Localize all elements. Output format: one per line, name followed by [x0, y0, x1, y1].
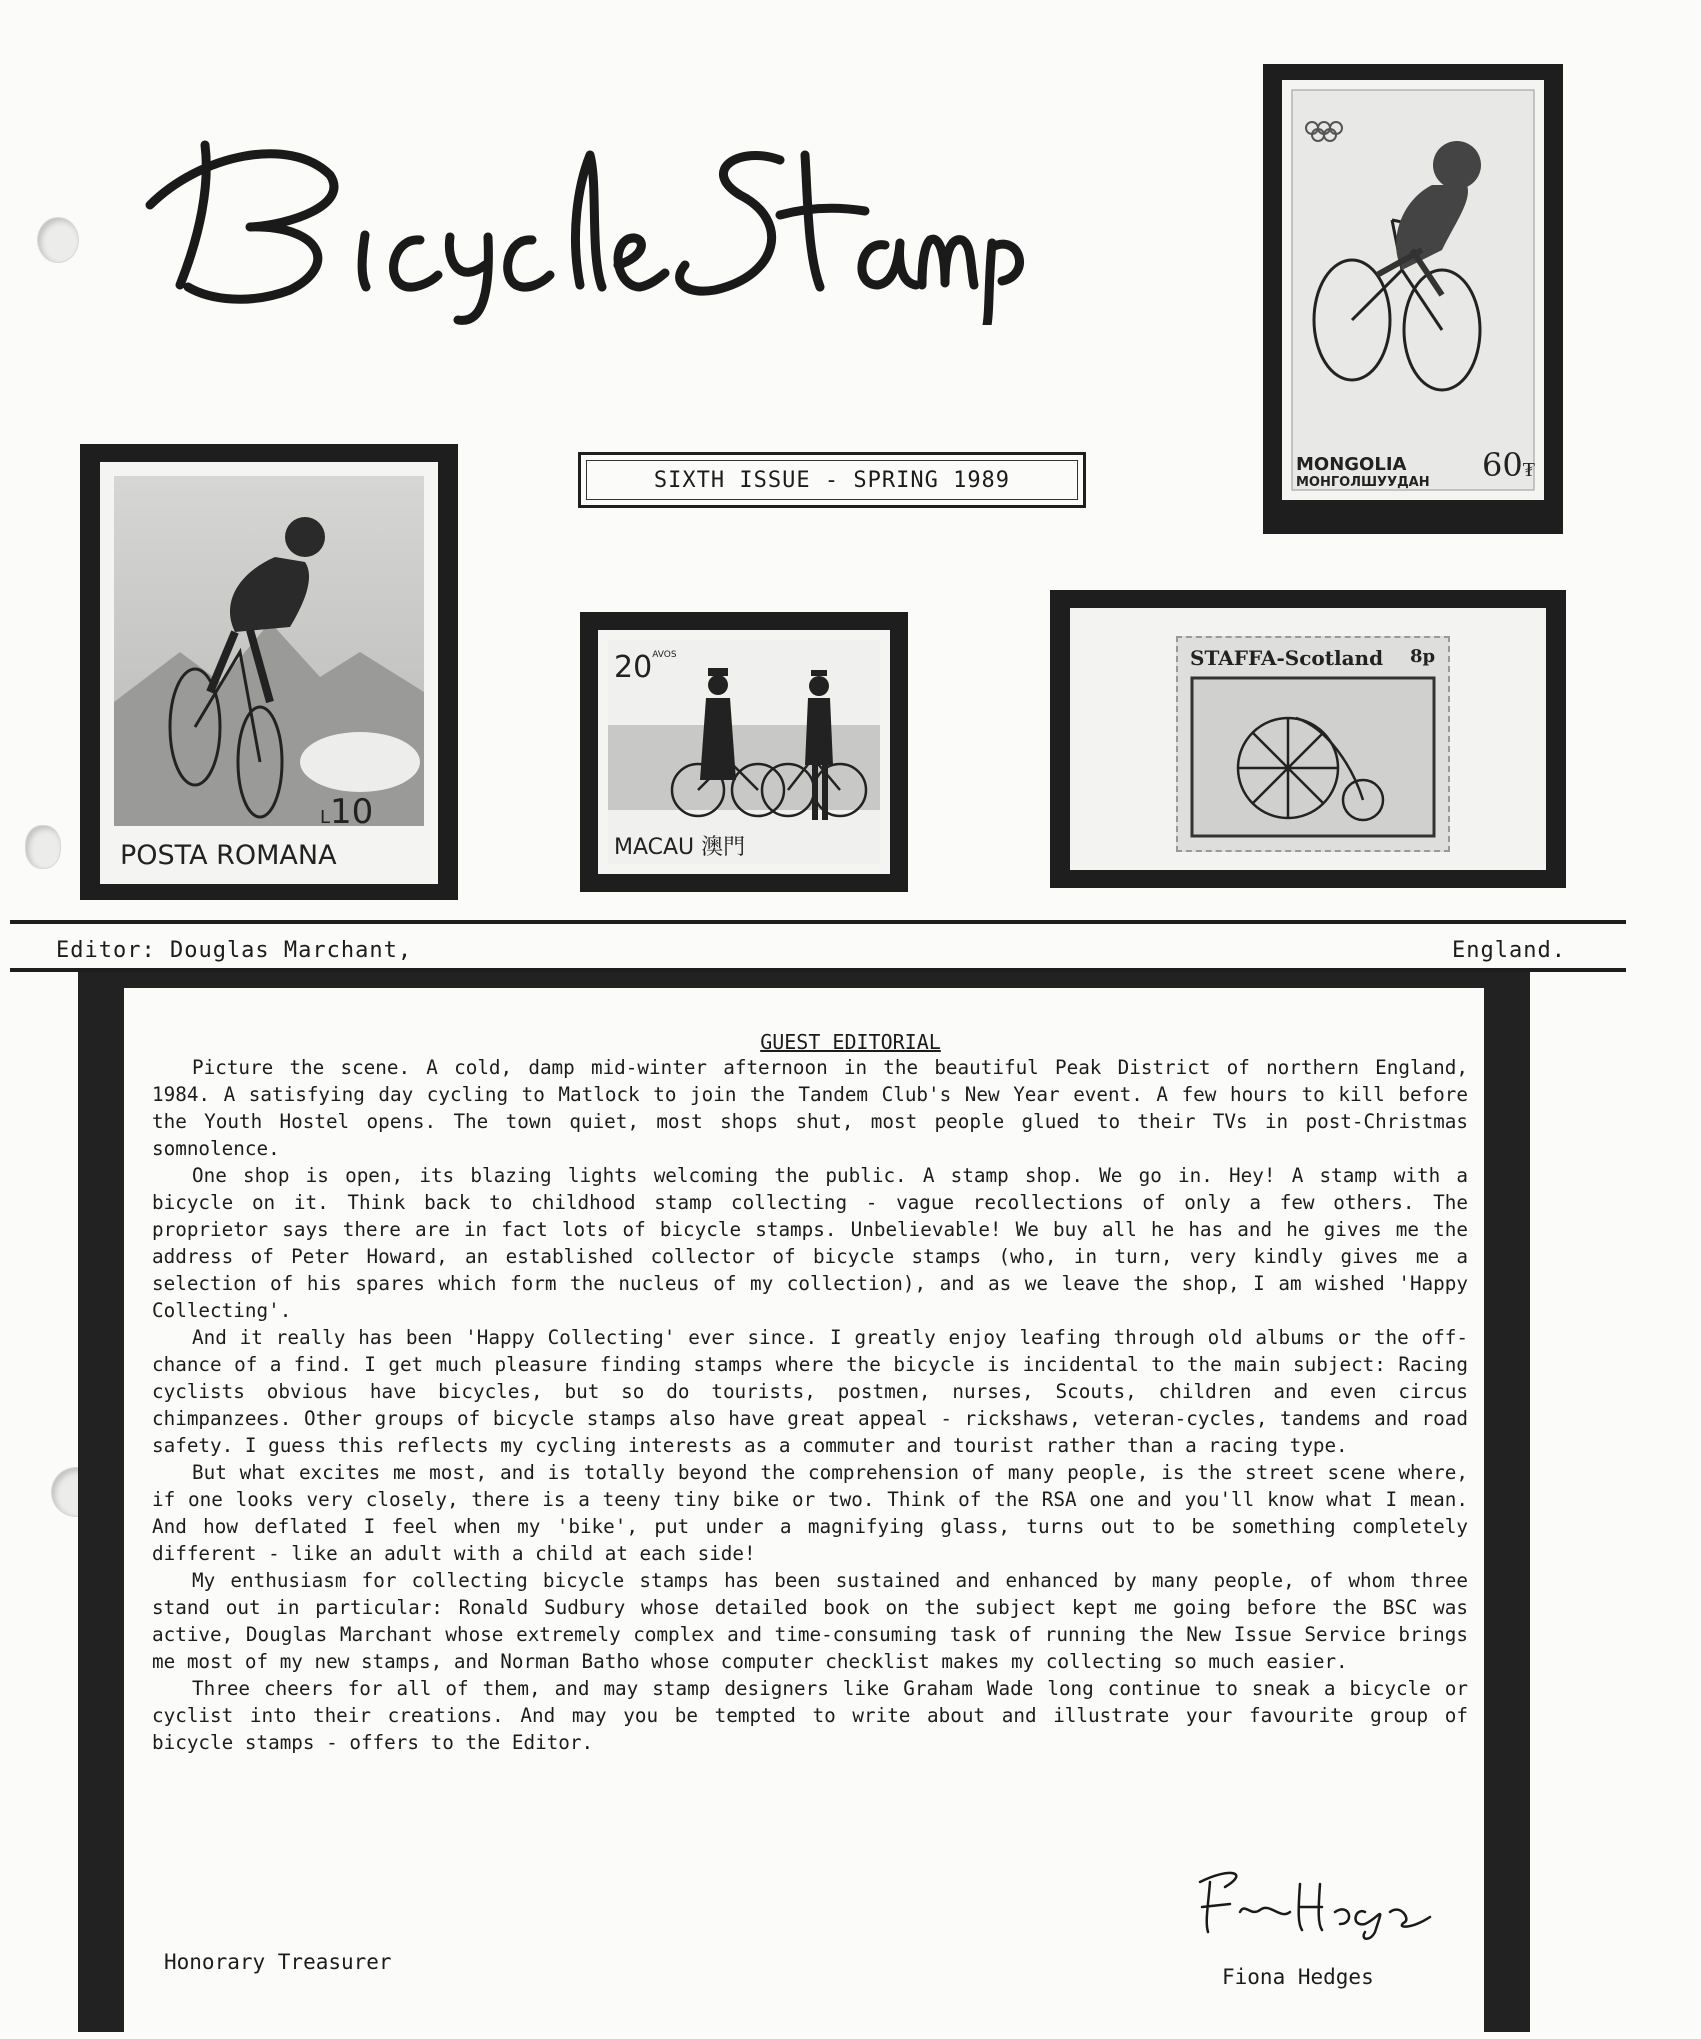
editorial-title: GUEST EDITORIAL	[760, 1030, 941, 1054]
stamp-mongolia-country-native: МОНГОЛШУУДАН	[1296, 475, 1430, 490]
stamp-staffa-country: STAFFA-Scotland	[1190, 646, 1384, 670]
editorial-paragraph: Three cheers for all of them, and may stamp designers like Graham Wade long continue to sneak a bicycle or cyclist into their creations. And may you be tempted to write about and illustrate your favourite group of bicycle stamps - offers to the Editor.	[152, 1677, 1468, 1754]
masthead-title-logo	[140, 115, 1040, 325]
punch-hole-middle	[26, 826, 60, 868]
masthead-rule-top	[10, 920, 1626, 924]
editor-credit: Editor: Douglas Marchant,	[56, 938, 413, 963]
editorial-paragraph: One shop is open, its blazing lights welcoming the public. A stamp shop. We go in. Hey! A stamp with a bicycle on it. Think back to childhood stamp collecting - vague recollections of only a few others. The proprietor says there are in fact lots of bicycle stamps. Unbelievable! We buy all he has and he gives me the address of Peter Howard, an established collector of bicycle stamps (who, in turn, very kindly gives me a selection of his spares which form the nucleus of my collection), and as we leave the shop, I am wished 'Happy Collecting'.	[152, 1164, 1468, 1322]
stamp-staffa	[1176, 636, 1450, 852]
editorial-paragraph: But what excites me most, and is totally beyond the comprehension of many people, is the street scene where, if one looks very closely, there is a teeny tiny bike or two. Think of the RSA one and you'll know what I mean. And how deflated I feel when my 'bike', put under a magnifying glass, turns out to be something completely different - like an adult with a child at each side!	[152, 1461, 1468, 1565]
editorial-body	[152, 1054, 1468, 1756]
stamp-romania-country: POSTA ROMANA	[120, 840, 337, 871]
author-signature	[1190, 1862, 1440, 1942]
editor-country: England.	[1452, 938, 1566, 963]
stamp-mongolia-country: MONGOLIA	[1296, 454, 1407, 475]
stamp-macau	[598, 630, 890, 874]
stamp-romania-value: L10	[320, 792, 374, 832]
stamp-mongolia-illustration	[1282, 80, 1544, 500]
editorial-paragraph: My enthusiasm for collecting bicycle stamps has been sustained and enhanced by many people, of whom three stand out in particular: Ronald Sudbury whose detailed book on the subject kept me going before the BSC was active, Douglas Marchant whose extremely complex and time-consuming task of running the New Issue Service brings me most of my new stamps, and Norman Batho whose computer checklist makes my collecting so much easier.	[152, 1569, 1468, 1673]
editorial-paragraph: Picture the scene. A cold, damp mid-winter afternoon in the beautiful Peak District of northern England, 1984. A satisfying day cycling to Matlock to join the Tandem Club's New Year event. A few hours to kill before the Youth Hostel opens. The town quiet, most shops shut, most people glued to their TVs in post-Christmas somnolence.	[152, 1056, 1468, 1160]
issue-label-box	[578, 452, 1086, 508]
punch-hole-top	[38, 218, 78, 262]
stamp-macau-country: MACAU 澳門	[614, 835, 746, 860]
issue-label: SIXTH ISSUE - SPRING 1989	[586, 460, 1078, 500]
stamp-staffa-background	[1070, 608, 1546, 870]
stamp-mongolia	[1282, 80, 1544, 500]
stamp-romania-illustration	[100, 462, 438, 884]
honorary-treasurer-label: Honorary Treasurer	[164, 1950, 392, 1974]
author-name: Fiona Hedges	[1222, 1965, 1374, 1989]
stamp-macau-value: $20^{AVOS}$	[614, 650, 677, 685]
stamp-staffa-value: 8p	[1410, 646, 1436, 667]
editorial-paragraph: And it really has been 'Happy Collecting' ever since. I greatly enjoy leafing through old albums or the off-chance of a find. I get much pleasure finding stamps where the bicycle is incidental to the main subject: Racing cyclists obvious have bicycles, but so do tourists, postmen, nurses, Scouts, children and even circus chimpanzees. Other groups of bicycle stamps also have great appeal - rickshaws, veteran-cycles, tandems and road safety. I guess this reflects my cycling interests as a commuter and tourist rather than a racing type.	[152, 1326, 1468, 1457]
stamp-romania	[100, 462, 438, 884]
stamp-mongolia-value: 60₮	[1482, 446, 1535, 484]
